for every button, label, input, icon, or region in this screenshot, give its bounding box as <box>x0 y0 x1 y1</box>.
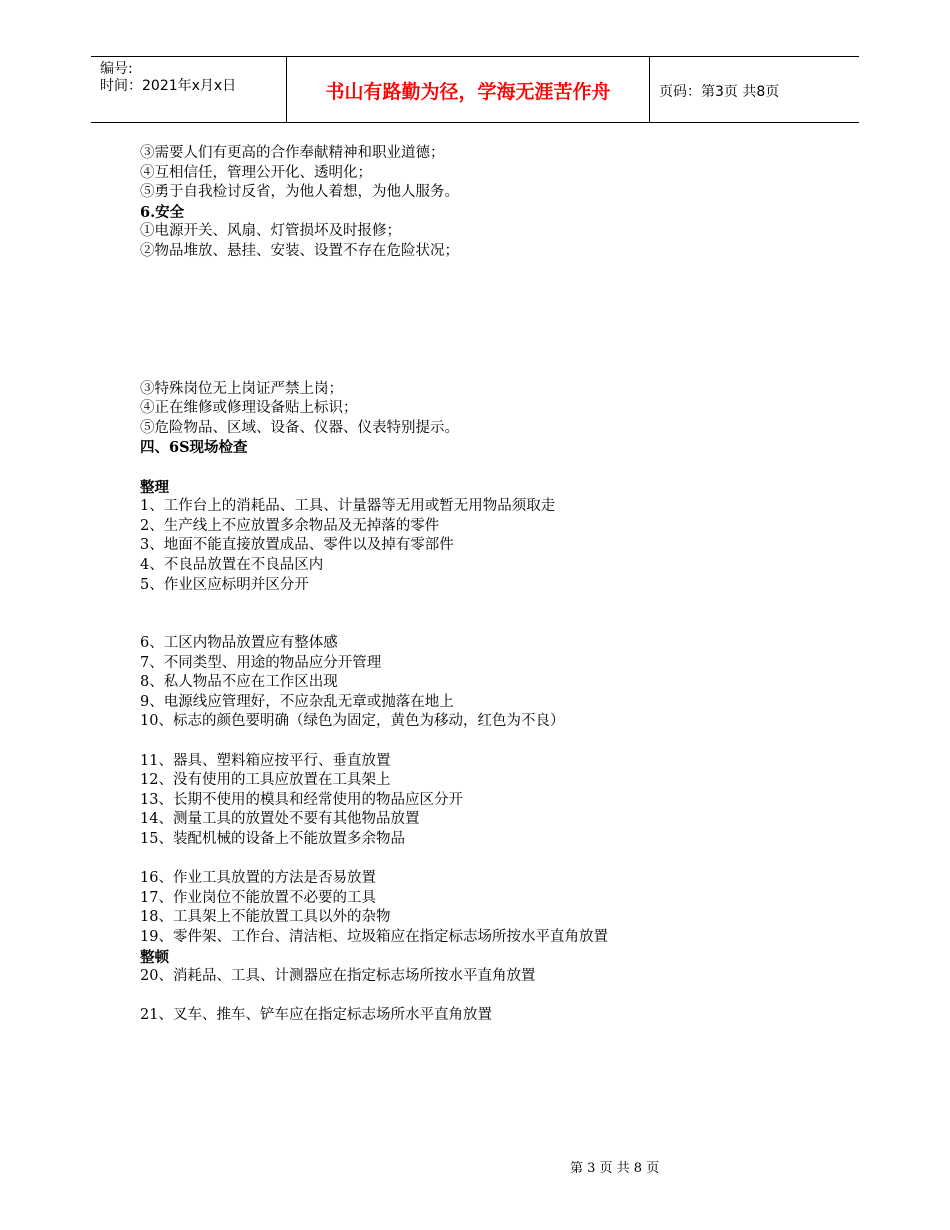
check-item: 6、工区内物品放置应有整体感 <box>140 635 338 652</box>
blank-space <box>140 987 700 1007</box>
check-item: 4、不良品放置在不良品区内 <box>140 556 324 573</box>
cooperation-item: ⑤勇于自我检讨反省，为他人着想，为他人服务。 <box>140 184 459 201</box>
blank-space <box>140 458 700 478</box>
blank-space <box>140 850 700 870</box>
check-item: 7、不同类型、用途的物品应分开管理 <box>140 654 382 671</box>
check-item: 1、工作台上的消耗品、工具、计量器等无用或暂无用物品须取走 <box>140 498 556 515</box>
cooperation-item: ④互相信任，管理公开化、透明化； <box>140 164 372 181</box>
check-item: 18、工具架上不能放置工具以外的杂物 <box>140 909 391 926</box>
header-meta <box>91 57 287 122</box>
check-item: 12、没有使用的工具应放置在工具架上 <box>140 772 391 789</box>
safety-item: ①电源开关、风扇、灯管损坏及时报修； <box>140 223 401 240</box>
blank-space <box>140 595 700 634</box>
check-item: 16、作业工具放置的方法是否易放置 <box>140 870 376 887</box>
check-item: 13、长期不使用的模具和经常使用的物品应区分开 <box>140 791 463 808</box>
check-item: 10、标志的颜色要明确（绿色为固定，黄色为移动，红色为不良） <box>140 713 565 730</box>
document-header <box>91 56 859 123</box>
check-item: 15、装配机械的设备上不能放置多余物品 <box>140 831 405 848</box>
safety-item: ②物品堆放、悬挂、安装、设置不存在危险状况； <box>140 242 459 259</box>
check-item: 17、作业岗位不能放置不必要的工具 <box>140 889 376 906</box>
check-item: 5、作业区应标明并区分开 <box>140 576 309 593</box>
safety-item: ④正在维修或修理设备贴上标识； <box>140 400 358 417</box>
check-item: 2、生产线上不应放置多余物品及无掉落的零件 <box>140 517 440 534</box>
check-item: 20、消耗品、工具、计测器应在指定标志场所按水平直角放置 <box>140 968 536 985</box>
check-item: 3、地面不能直接放置成品、零件以及掉有零部件 <box>140 537 454 554</box>
safety-item: ⑤危险物品、区域、设备、仪器、仪表特别提示。 <box>140 419 459 436</box>
number-label: 编号: <box>100 61 133 77</box>
blank-space <box>140 732 700 752</box>
sort-heading: 整理 <box>140 478 169 496</box>
header-motto: 书山有路勤为径，学海无涯苦作舟 <box>287 57 650 122</box>
page-footer: 第 3 页 共 8 页 <box>570 1161 660 1176</box>
check-item: 19、零件架、工作台、清洁柜、垃圾箱应在指定标志场所按水平直角放置 <box>140 929 608 945</box>
check-item: 21、叉车、推车、铲车应在指定标志场所水平直角放置 <box>140 1007 492 1024</box>
safety-heading: 6.安全 <box>140 203 185 221</box>
check-item: 11、器具、塑料箱应按平行、垂直放置 <box>140 752 391 769</box>
check-item: 8、私人物品不应在工作区出现 <box>140 674 338 691</box>
order-heading: 整顿 <box>140 948 169 966</box>
check-item: 9、电源线应管理好，不应杂乱无章或抛落在地上 <box>140 693 454 710</box>
safety-item: ③特殊岗位无上岗证严禁上岗； <box>140 380 343 397</box>
header-page-label: 页码：第3页 共8页 <box>659 83 780 100</box>
time-label: 时间：2021年x月x日 <box>100 78 237 94</box>
check-item: 14、测量工具的放置处不要有其他物品放置 <box>140 811 420 828</box>
section-heading: 四、6S现场检查 <box>140 439 248 457</box>
document-body <box>140 144 700 1026</box>
blank-space <box>140 262 700 380</box>
cooperation-item: ③需要人们有更高的合作奉献精神和职业道德； <box>140 145 445 161</box>
